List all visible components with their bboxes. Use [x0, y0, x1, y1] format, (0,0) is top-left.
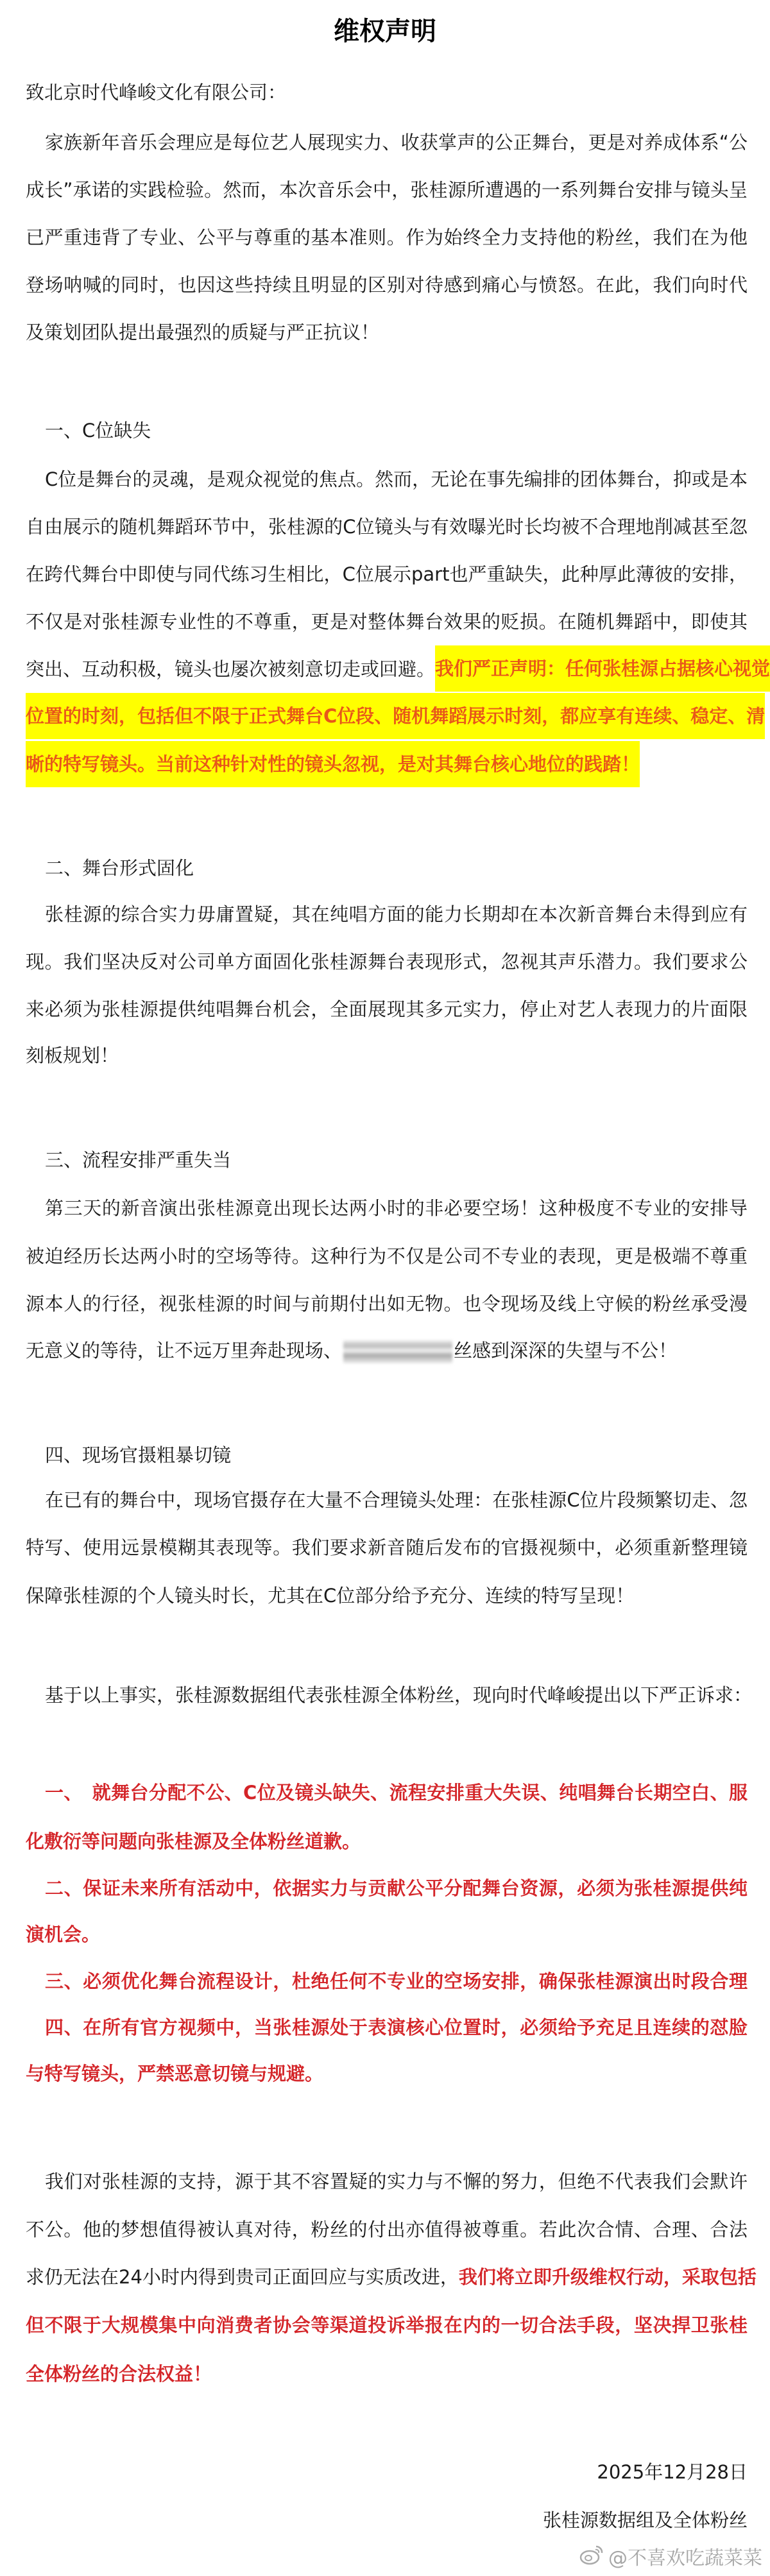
text-line [26, 1327, 748, 1374]
demand-item: 三、必须优化舞台流程设计，杜绝任何不专业的空场安排，确保张桂源演出时段合理 [45, 1970, 748, 1992]
watermark-text: @不喜欢吃蔬菜菜 [608, 2547, 762, 2570]
text-line: 刻板规划！ [26, 1045, 119, 1066]
demand-item: 化敷衍等问题向张桂源及全体粉丝道歉。 [26, 1830, 361, 1852]
highlighted-statement: 位置的时刻，包括但不限于正式舞台C位段、随机舞蹈展示时刻，都应享有连续、稳定、清 [26, 693, 765, 739]
text-line: 不公。他的梦想值得被认真对待，粉丝的付出亦值得被尊重。若此次合情、合理、合法 [26, 2219, 748, 2240]
signature: 张桂源数据组及全体粉丝 [542, 2509, 748, 2531]
text-line: 及策划团队提出最强烈的质疑与严正抗议！ [26, 321, 380, 343]
demand-item: 演机会。 [26, 1923, 101, 1945]
text-segment: 求仍无法在24小时内得到贵司正面回应与实质改进， [26, 2266, 459, 2288]
document-title: 维权声明 [334, 16, 436, 46]
text-line: 保障张桂源的个人镜头时长，尤其在C位部分给予充分、连续的特写呈现！ [26, 1585, 635, 1607]
text-line [26, 693, 766, 740]
text-line: 已严重违背了专业、公平与尊重的基本准则。作为始终全力支持他的粉丝，我们在为他 [26, 226, 748, 248]
salutation: 致北京时代峰峻文化有限公司： [26, 81, 287, 103]
date: 2025年12月28日 [597, 2461, 748, 2483]
text-line [26, 2253, 757, 2301]
text-line: 自由展示的随机舞蹈环节中，张桂源的C位镜头与有效曝光时长均被不合理地削减甚至忽 [26, 516, 748, 538]
text-line: 在跨代舞台中即使与同代练习生相比，C位展示part也严重缺失，此种厚此薄彼的安排， [26, 563, 748, 585]
text-line: 被迫经历长达两小时的空场等待。这种行为不仅是公司不专业的表现，更是极端不尊重 [26, 1245, 748, 1267]
red-warning: 但不限于大规模集中向消费者协会等渠道投诉举报在内的一切合法手段，坚决捍卫张桂 [26, 2314, 748, 2336]
weibo-icon [579, 2544, 604, 2574]
text-line: 特写、使用远景模糊其表现等。我们要求新音随后发布的官摄视频中，必须重新整理镜 [26, 1537, 748, 1558]
text-line [26, 645, 770, 693]
text-line: 我们对张桂源的支持，源于其不容置疑的实力与不懈的努力，但绝不代表我们会默许 [45, 2171, 748, 2192]
text-line: 成长”承诺的实践检验。然而，本次音乐会中，张桂源所遭遇的一系列舞台安排与镜头呈 [26, 179, 748, 201]
demand-item: 与特写镜头，严禁恶意切镜与规避。 [26, 2063, 324, 2085]
text-line: 在已有的舞台中，现场官摄存在大量不合理镜头处理：在张桂源C位片段频繁切走、忽 [45, 1489, 748, 1511]
demand-item: 四、在所有官方视频中，当张桂源处于表演核心位置时，必须给予充足且连续的怼脸 [45, 2017, 748, 2038]
section-heading: 三、流程安排严重失当 [45, 1149, 232, 1171]
text-line: 源本人的行径，视张桂源的时间与前期付出如无物。也令现场及线上守候的粉丝承受漫 [26, 1293, 748, 1315]
text-line: 来必须为张桂源提供纯唱舞台机会，全面展现其多元实力，停止对艺人表现力的片面限 [26, 998, 748, 1020]
text-line: 现。我们坚决反对公司单方面固化张桂源舞台表现形式，忽视其声乐潜力。我们要求公 [26, 951, 748, 973]
text-line: 不仅是对张桂源专业性的不尊重，更是对整体舞台效果的贬损。在随机舞蹈中，即使其 [26, 611, 748, 633]
watermark [579, 2545, 762, 2573]
section-heading: 二、舞台形式固化 [45, 857, 194, 879]
red-warning: 我们将立即升级维权行动，采取包括 [458, 2266, 757, 2288]
blurred-redaction [343, 1340, 452, 1363]
section-heading: 一、C位缺失 [45, 420, 151, 441]
demand-item: 一、 就舞台分配不公、C位及镜头缺失、流程安排重大失误、纯唱舞台长期空白、服 [45, 1782, 748, 1804]
text-segment: 无意义的等待，让不远万里奔赴现场、 [26, 1340, 343, 1361]
text-line: 第三天的新音演出张桂源竟出现长达两小时的非必要空场！这种极度不专业的安排导 [45, 1197, 748, 1219]
highlighted-statement: 晰的特写镜头。当前这种针对性的镜头忽视，是对其舞台核心地位的践踏！ [26, 741, 640, 787]
text-segment: 突出、互动积极，镜头也屡次被刻意切走或回避。 [26, 658, 436, 680]
text-segment: 丝感到深深的失望与不公！ [454, 1340, 678, 1361]
highlighted-statement: 我们严正声明：任何张桂源占据核心视觉 [435, 645, 770, 692]
text-line: 登场呐喊的同时，也因这些持续且明显的区别对待感到痛心与愤怒。在此，我们向时代 [26, 274, 748, 296]
text-line: 张桂源的综合实力毋庸置疑，其在纯唱方面的能力长期却在本次新音舞台未得到应有 [45, 903, 748, 925]
text-line [26, 740, 748, 788]
red-warning: 全体粉丝的合法权益！ [26, 2363, 212, 2385]
section-heading: 四、现场官摄粗暴切镜 [45, 1444, 232, 1466]
demand-item: 二、保证未来所有活动中，依据实力与贡献公平分配舞台资源，必须为张桂源提供纯 [45, 1877, 748, 1899]
text-line: C位是舞台的灵魂，是观众视觉的焦点。然而，无论在事先编排的团体舞台，抑或是本 [45, 468, 748, 490]
demands-intro: 基于以上事实，张桂源数据组代表张桂源全体粉丝，现向时代峰峻提出以下严正诉求： [45, 1684, 753, 1706]
text-line: 家族新年音乐会理应是每位艺人展现实力、收获掌声的公正舞台，更是对养成体系“公 [45, 132, 748, 153]
